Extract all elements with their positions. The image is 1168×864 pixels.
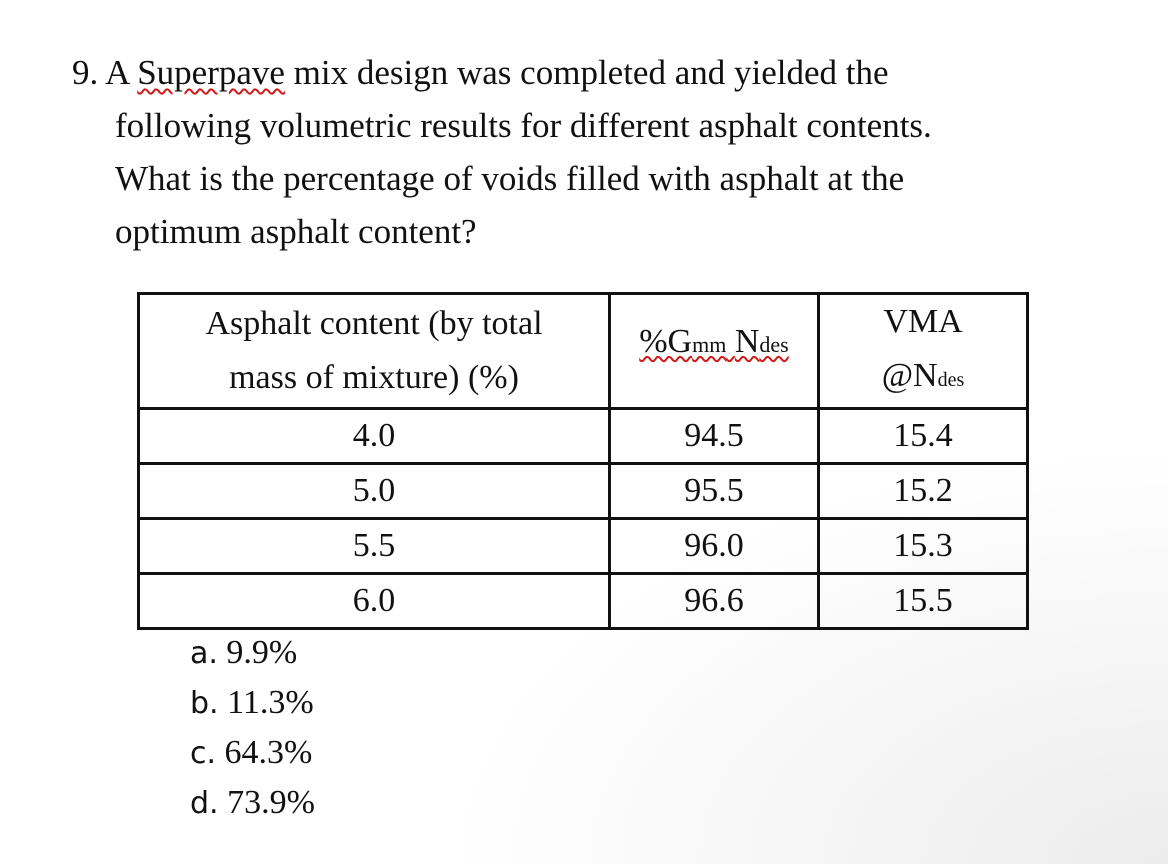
answer-text: 73.9% [227, 784, 315, 821]
table-header-row [139, 294, 1028, 409]
cell-gmm: 96.0 [610, 519, 819, 574]
answer-option-a[interactable] [190, 628, 315, 678]
table-row [139, 574, 1028, 629]
cell-vma: 15.3 [819, 519, 1028, 574]
cell-vma: 15.5 [819, 574, 1028, 629]
answer-text: 64.3% [224, 734, 313, 771]
answer-letter: c. [190, 736, 217, 771]
header-asphalt-line-2: mass of mixture) (%) [229, 359, 519, 396]
cell-asphalt: 6.0 [139, 574, 610, 629]
question-line-4: optimum asphalt content? [115, 212, 477, 251]
spellcheck-term: Superpave [137, 53, 285, 92]
cell-vma: 15.4 [819, 409, 1028, 464]
answer-text: 11.3% [227, 684, 314, 721]
question-line-1 [72, 46, 1072, 99]
header-asphalt-content [139, 294, 610, 409]
header-asphalt-line-1: Asphalt content (by total [205, 305, 543, 342]
answer-option-b[interactable] [190, 678, 315, 728]
table-row [139, 519, 1028, 574]
question-line-3: What is the percentage of voids filled with asphalt at the [115, 159, 905, 198]
header-vma-line-2: @Ndes [881, 357, 965, 394]
header-vma [819, 294, 1028, 409]
answer-option-d[interactable] [190, 778, 315, 828]
header-gmm-label: %Gmm Ndes [639, 322, 789, 360]
cell-asphalt: 5.0 [139, 464, 610, 519]
answer-letter: b. [190, 686, 219, 721]
question-text-start: A [105, 53, 129, 92]
cell-vma: 15.2 [819, 464, 1028, 519]
answer-text: 9.9% [226, 634, 298, 671]
answer-letter: a. [190, 636, 218, 671]
question-text [72, 46, 1072, 258]
cell-gmm: 94.5 [610, 409, 819, 464]
cell-asphalt: 5.5 [139, 519, 610, 574]
question-text-rest: mix design was completed and yielded the [293, 53, 889, 92]
header-vma-line-1: VMA [883, 303, 963, 340]
volumetric-results-table [137, 292, 1029, 630]
cell-gmm: 96.6 [610, 574, 819, 629]
answer-letter: d. [190, 786, 219, 821]
cell-gmm: 95.5 [610, 464, 819, 519]
answer-choices [190, 628, 315, 828]
question-line-2: following volumetric results for different asphalt contents. [115, 106, 932, 145]
table-row [139, 409, 1028, 464]
cell-asphalt: 4.0 [139, 409, 610, 464]
header-gmm-ndes [610, 294, 819, 409]
question-number: 9. [72, 53, 99, 92]
answer-option-c[interactable] [190, 728, 315, 778]
table-row [139, 464, 1028, 519]
